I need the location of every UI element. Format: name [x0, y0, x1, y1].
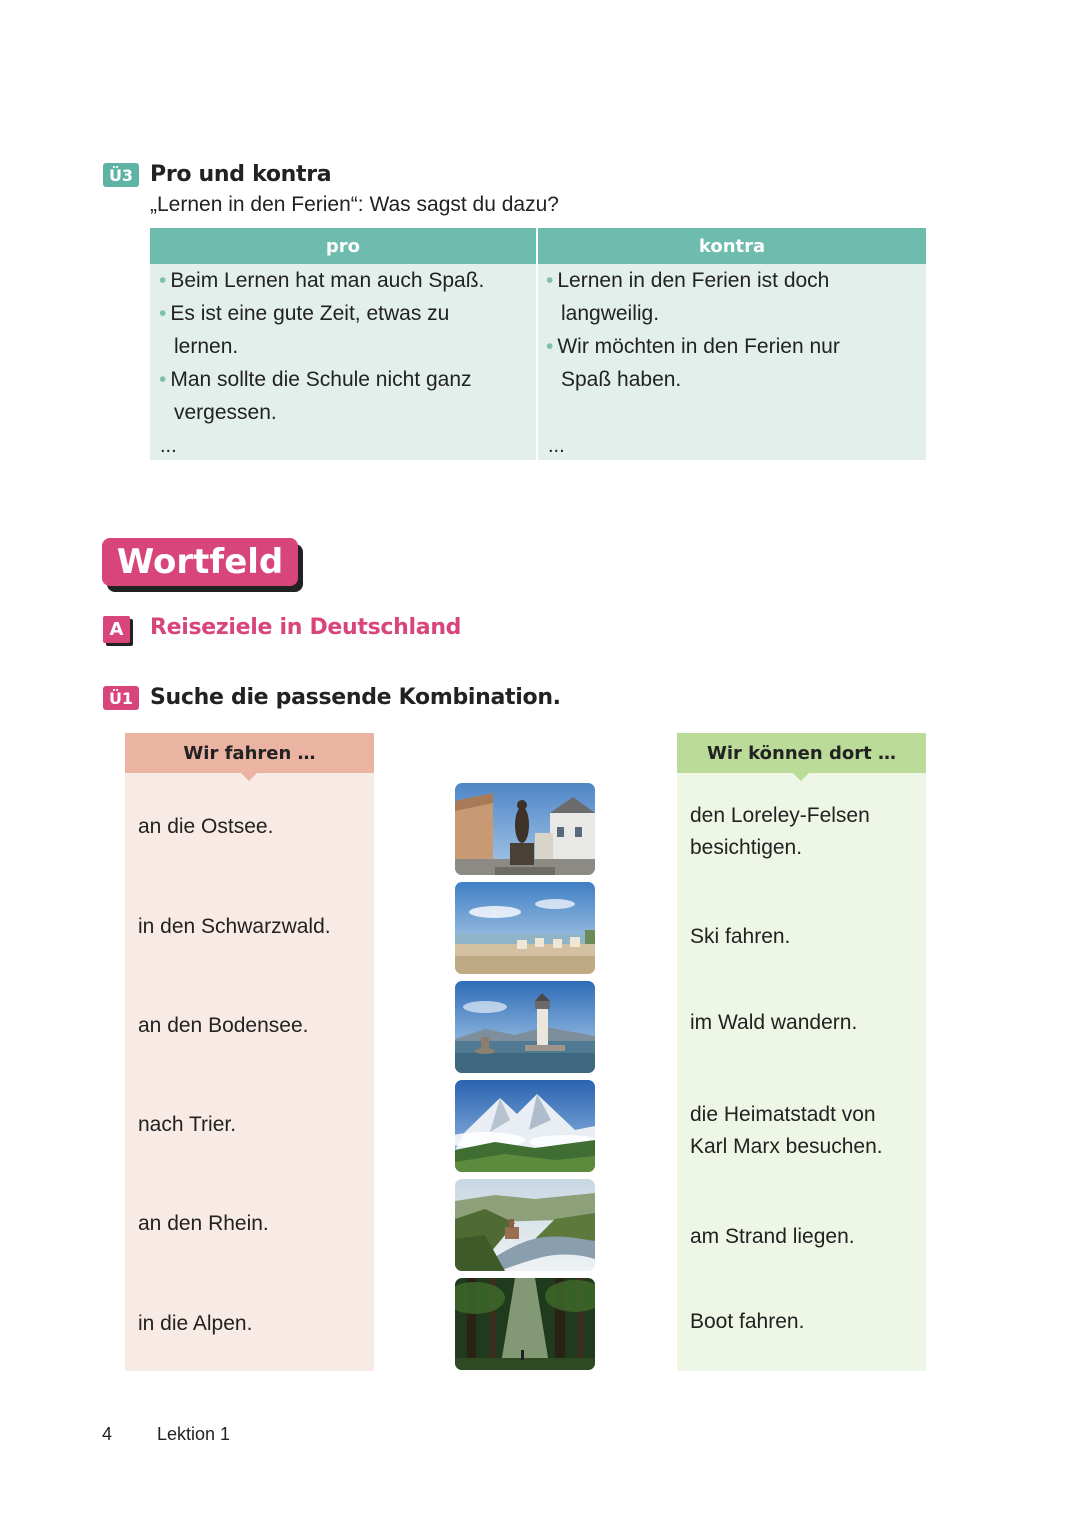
pro-kontra-table [150, 228, 926, 460]
pro-ellipsis: ... [160, 435, 177, 457]
kontra-item: • Lernen in den Ferien ist doch [546, 269, 830, 292]
destination-item: an den Rhein. [138, 1212, 269, 1235]
kontra-header: kontra [538, 228, 926, 264]
activity-item: im Wald wandern. [690, 1011, 858, 1034]
header-pointer [793, 773, 809, 781]
destinations-column [125, 733, 374, 1371]
pro-item: • Es ist eine gute Zeit, etwas zu [159, 302, 450, 325]
page-number: 4 [102, 1424, 113, 1444]
exercise-title-u3: Pro und kontra [150, 162, 332, 187]
activity-item: am Strand liegen. [690, 1225, 855, 1248]
exercise-title-u1: Suche die passende Kombination. [150, 685, 561, 710]
beach-photo [455, 882, 595, 974]
pro-item: • Man sollte die Schule nicht ganz [159, 368, 472, 391]
activities-column [677, 733, 926, 1371]
pro-list: • Beim Lernen hat man auch Spaß. • Es ist eine gute Zeit, etwas zu lernen. • Man sollte die Schule nicht ganz vergessen. [159, 264, 484, 429]
kontra-list: • Lernen in den Ferien ist doch langweilig. • Wir möchten in den Ferien nur Spaß haben. [546, 264, 840, 396]
section-title: Reiseziele in Deutschland [150, 615, 462, 640]
exercise-badge-u1: Ü1 [103, 686, 139, 710]
column-divider [536, 228, 538, 460]
forest-photo [455, 1278, 595, 1370]
destination-item: in den Schwarzwald. [138, 915, 331, 938]
lesson-label: Lektion 1 [157, 1424, 231, 1444]
activity-item: Ski fahren. [690, 925, 791, 948]
activity-item: Boot fahren. [690, 1310, 805, 1333]
rhine-valley-photo [455, 1179, 595, 1271]
pro-item: • Beim Lernen hat man auch Spaß. [159, 269, 485, 292]
lighthouse-harbor-photo [455, 981, 595, 1073]
activities-header: Wir können dort … [677, 733, 926, 773]
alps-photo [455, 1080, 595, 1172]
wortfeld-heading: Wortfeld [102, 538, 298, 586]
statue-photo [455, 783, 595, 875]
section-badge-a: A [103, 616, 130, 643]
exercise-badge-u3: Ü3 [103, 163, 139, 187]
destinations-header: Wir fahren … [125, 733, 374, 773]
activity-item: die Heimatstadt von Karl Marx besuchen. [690, 1103, 883, 1158]
destination-item: an den Bodensee. [138, 1014, 309, 1037]
header-pointer [241, 773, 257, 781]
exercise-prompt: „Lernen in den Ferien“: Was sagst du dazu? [150, 193, 559, 216]
kontra-ellipsis: ... [548, 435, 565, 457]
activity-item: den Loreley-Felsen besichtigen. [690, 804, 870, 859]
pro-header: pro [150, 228, 536, 264]
destination-item: nach Trier. [138, 1113, 237, 1136]
kontra-item: • Wir möchten in den Ferien nur [546, 335, 840, 358]
destination-item: in die Alpen. [138, 1312, 253, 1335]
destination-item: an die Ostsee. [138, 815, 274, 838]
